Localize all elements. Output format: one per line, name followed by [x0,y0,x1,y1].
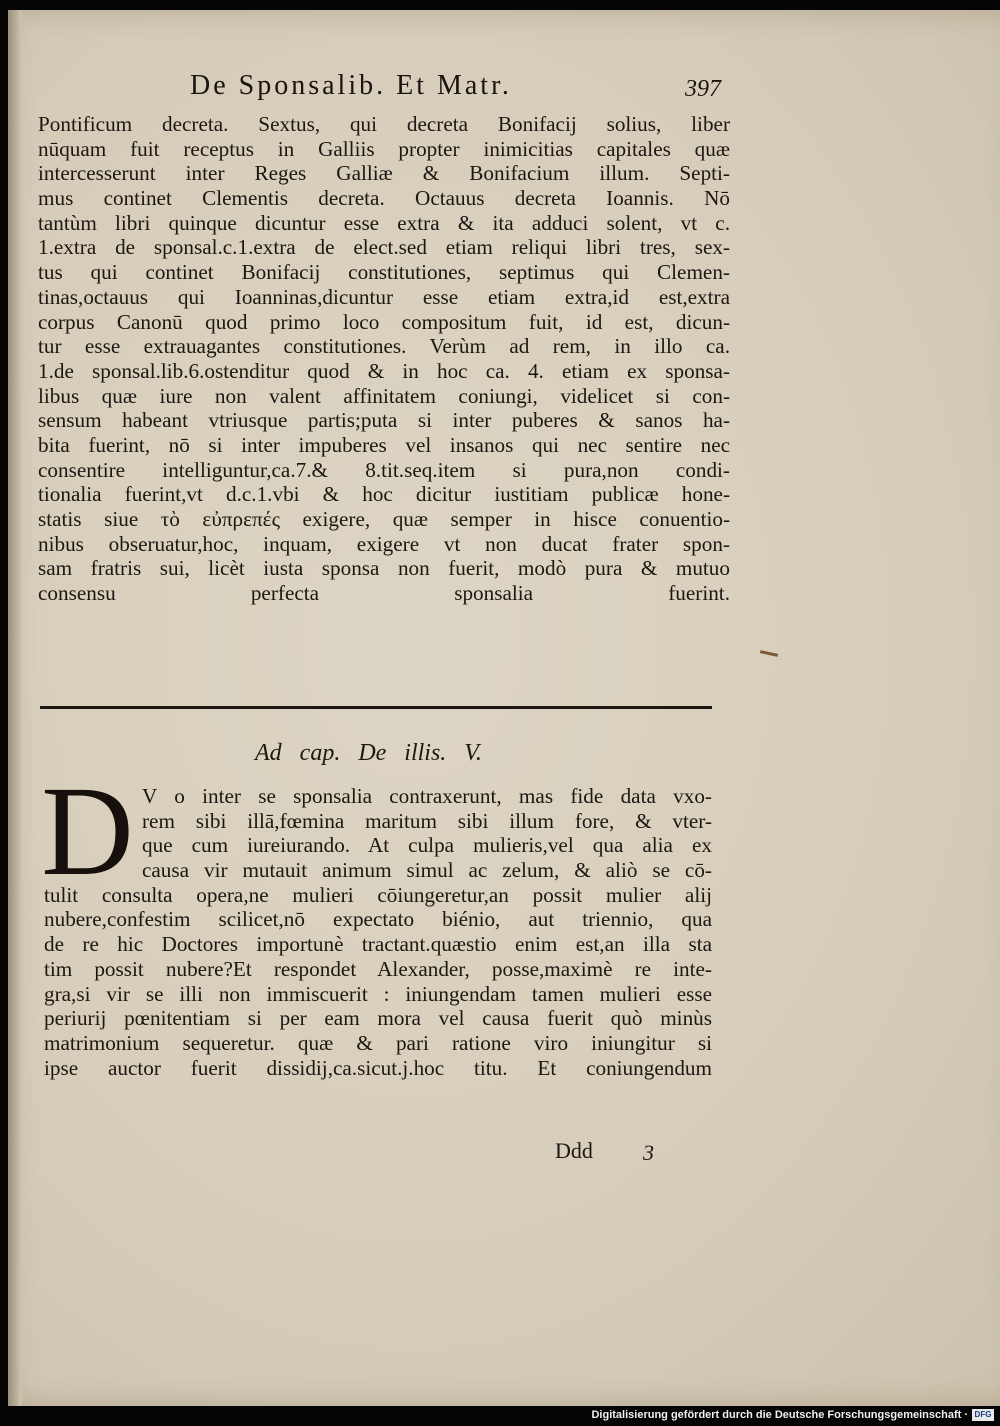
text-line: mus continet Clementis decreta. Octauus decreta Ioannis. Nō [38,186,730,211]
section-heading: Ad cap. De illis. V. [255,740,482,766]
text-line: nubere,confestim scilicet,nō expectato biénio, aut triennio, qua [44,907,712,932]
digitization-footer [591,1408,994,1422]
text-line: V o inter se sponsalia contraxerunt, mas fide data vxo- [142,784,712,808]
text-line: consensu perfecta sponsalia fuerint. [38,581,730,606]
running-header [190,70,750,110]
text-line: causa vir mutauit animum simul ac zelum, & aliò se cō- [142,858,712,883]
text-line: ipse auctor fuerit dissidij,ca.sicut.j.hoc titu. Et coniungendum [44,1055,712,1080]
page-number: 397 [685,76,721,102]
text-line: libus quæ iure non valent affinitatem coniungi, videlicet si con- [38,383,730,408]
text-line: periurij pœnitentiam si per eam mora vel causa fuerit quò minùs [44,1006,712,1031]
running-title: De Sponsalib. Et Matr. [190,70,512,101]
paragraph-1 [38,112,730,606]
catchword [555,1138,665,1168]
text-line: matrimonium sequeretur. quæ & pari ratione viro iniungitur si [44,1030,712,1055]
drop-cap-initial: D [41,760,134,902]
page-binding-edge [8,10,22,1406]
text-line: rem sibi illā,fœmina maritum sibi illum fore, & vter- [142,808,712,833]
text-line: Pontificum decreta. Sextus, qui decreta Bonifacij solius, liber [38,112,730,136]
text-line: nibus obseruatur,hoc, inquam, exigere vt non ducat frater spon- [38,531,730,556]
text-line: consentire intelliguntur,ca.7.& 8.tit.seq.item si pura,non condi- [38,457,730,482]
paragraph-2 [44,784,712,1080]
signature-number: 3 [643,1140,654,1165]
text-line: 1.extra de sponsal.c.1.extra de elect.sed etiam reliqui libri tres, sex- [38,235,730,260]
text-line: statis siue τὸ εὐπρεπές exigere, quæ semper in hisce conuentio- [38,507,730,531]
text-line: sensum habeant vtriusque partis;puta si inter puberes & sanos ha- [38,408,730,433]
text-line: que cum iureiurando. At culpa mulieris,vel qua alia ex [142,833,712,858]
text-line: tionalia fuerint,vt d.c.1.vbi & hoc dicitur iustitiam publicæ hone- [38,482,730,507]
text-line: tantùm libri quinque dicuntur esse extra & ita adduci solent, vt c. [38,210,730,235]
text-line: tulit consulta opera,ne mulieri cōiungeretur,an possit mulier alij [44,882,712,907]
text-line: tus qui continet Bonifacij constitutiones, septimus qui Clemen- [38,260,730,285]
text-line: nūquam fuit receptus in Galliis propter inimicitias capitales quæ [38,136,730,161]
signature-mark: Ddd [555,1138,593,1163]
text-line: bita fuerint, nō si inter impuberes vel insanos qui nec sentire nec [38,432,730,457]
dfg-logo-icon: DFG [972,1409,994,1421]
text-line: 1.de sponsal.lib.6.ostenditur quod & in hoc ca. 4. etiam ex sponsa- [38,358,730,383]
text-line: tinas,octauus qui Ioanninas,dicuntur esse etiam extra,id est,extra [38,284,730,309]
text-line: gra,si vir se illi non immiscuerit : iniungendam tamen mulieri esse [44,981,712,1006]
text-line: tim possit nubere?Et respondet Alexander, posse,maximè re inte- [44,956,712,981]
section-divider [40,706,712,709]
text-line: tur esse extrauagantes constitutiones. Verùm ad rem, in illo ca. [38,334,730,359]
text-line: corpus Canonū quod primo loco compositum fuit, id est, dicun- [38,309,730,334]
text-line: de re hic Doctores importunè tractant.quæstio enim est,an illa sta [44,932,712,957]
text-line: intercesserunt inter Reges Galliæ & Bonifacium illum. Septi- [38,161,730,186]
text-line: sam fratris sui, licèt iusta sponsa non fuerit, modò pura & mutuo [38,556,730,581]
footer-text: Digitalisierung gefördert durch die Deutsche Forschungsgemeinschaft · [591,1409,968,1421]
